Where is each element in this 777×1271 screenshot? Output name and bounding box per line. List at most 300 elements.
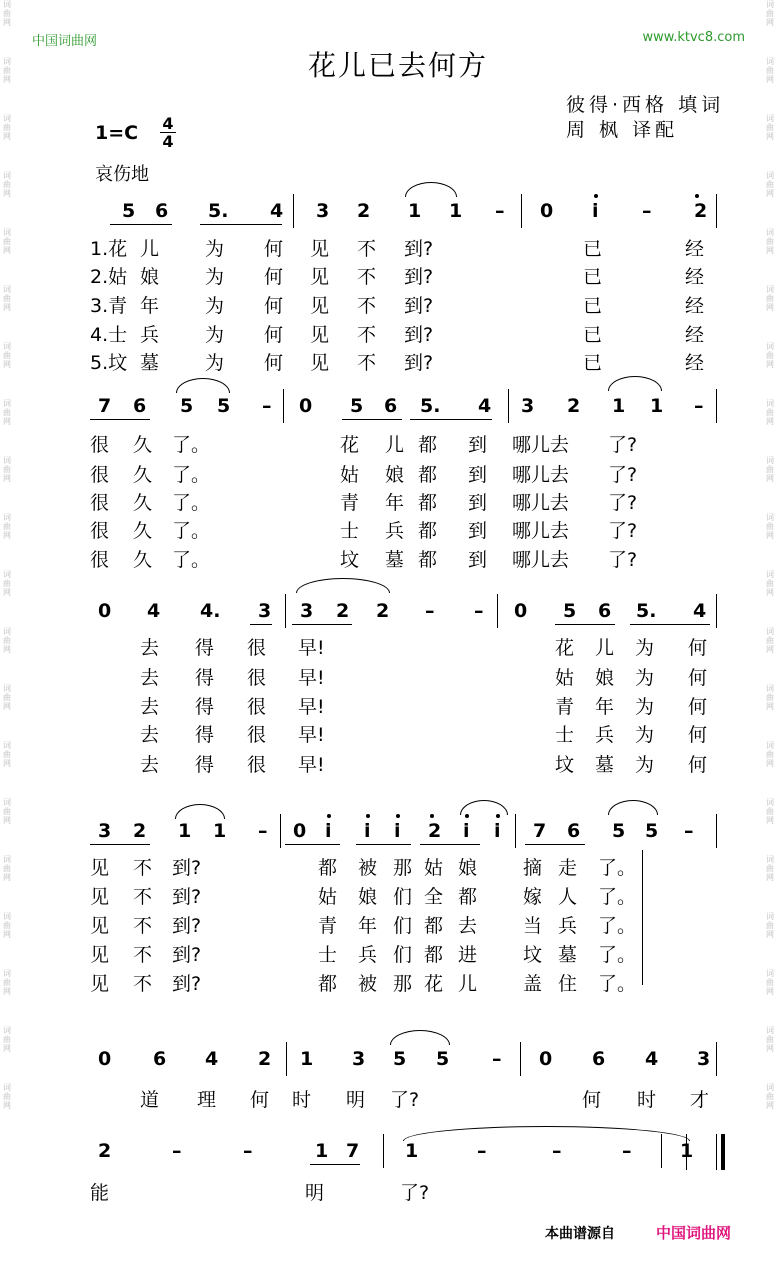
- note: 2: [357, 200, 371, 222]
- lyricist-credit: 彼得·西格 填词: [566, 94, 725, 116]
- note: 6: [592, 1048, 606, 1070]
- lyric-word: 久: [133, 520, 153, 542]
- lyric-word: 都: [418, 434, 438, 456]
- lyric-word: 走: [558, 857, 578, 879]
- lyric-word: 到: [468, 434, 488, 456]
- eighth-underline: [356, 844, 411, 845]
- watermark-text: 词 曲 网: [3, 798, 11, 825]
- lyric-word: 人: [558, 886, 578, 908]
- site-url-right[interactable]: www.ktvc8.com: [642, 30, 745, 45]
- lyric-word: 早!: [298, 667, 325, 689]
- bar-line: [716, 814, 717, 848]
- note: –: [262, 395, 272, 417]
- lyric-word: 早!: [298, 754, 325, 776]
- lyric-word: 不: [133, 973, 153, 995]
- watermark-text: 词 曲 网: [766, 1083, 774, 1110]
- bar-line: [716, 594, 717, 628]
- note: –: [492, 1048, 502, 1070]
- note: 1: [300, 1048, 314, 1070]
- octave-dot: [496, 814, 500, 818]
- note: i: [494, 820, 501, 842]
- lyric-word: 盖: [523, 973, 543, 995]
- lyric-word: 兵: [595, 724, 615, 746]
- lyric-word: 去: [458, 915, 478, 937]
- watermark-text: 词 曲 网: [3, 114, 11, 141]
- lyric-word: 道: [140, 1089, 160, 1111]
- lyric-word: 去: [140, 667, 160, 689]
- lyric-word: 娘: [358, 886, 378, 908]
- lyric-word: 了。: [172, 464, 211, 486]
- lyric-word: 们: [393, 915, 413, 937]
- lyric-word: 1.花: [90, 238, 128, 260]
- lyric-word: 时: [292, 1089, 312, 1111]
- lyric-word: 们: [393, 944, 413, 966]
- note: 4: [147, 600, 161, 622]
- note: 3: [98, 820, 112, 842]
- lyric-word: 了?: [608, 520, 638, 542]
- lyric-word: 去: [140, 696, 160, 718]
- watermark-text: 词 曲 网: [3, 1026, 11, 1053]
- lyric-word: 士: [318, 944, 338, 966]
- lyric-word: 到: [468, 464, 488, 486]
- lyric-word: 住: [558, 973, 578, 995]
- lyric-word: 见: [310, 266, 330, 288]
- tempo-marking: 哀伤地: [95, 164, 149, 185]
- note: 6: [155, 200, 169, 222]
- watermark-text: 词 曲 网: [3, 57, 11, 84]
- lyric-word: 很: [90, 520, 110, 542]
- lyric-word: 经: [685, 238, 705, 260]
- lyric-word: 兵: [140, 324, 160, 346]
- note: –: [684, 820, 694, 842]
- lyric-word: 很: [247, 667, 267, 689]
- note: 4: [270, 200, 284, 222]
- eighth-underline: [630, 624, 710, 625]
- watermark-text: 词 曲 网: [766, 228, 774, 255]
- note: –: [425, 600, 435, 622]
- lyric-word: 们: [393, 886, 413, 908]
- lyric-word: 不: [357, 324, 377, 346]
- note: 2: [336, 600, 350, 622]
- bar-line: [283, 389, 284, 423]
- lyric-word: 年: [140, 295, 160, 317]
- lyric-word: 兵: [385, 520, 405, 542]
- lyric-word: 为: [205, 295, 225, 317]
- octave-dot: [366, 814, 370, 818]
- note: 3: [300, 600, 314, 622]
- note: 0: [299, 395, 313, 417]
- octave-dot: [594, 194, 598, 198]
- lyric-word: 了?: [608, 434, 638, 456]
- lyric-word: 都: [418, 464, 438, 486]
- lyric-word: 很: [90, 464, 110, 486]
- watermark-text: 词 曲 网: [3, 399, 11, 426]
- lyric-word: 何: [688, 724, 708, 746]
- lyric-word: 花: [340, 434, 360, 456]
- lyric-word: 到: [468, 492, 488, 514]
- lyric-word: 能: [90, 1182, 110, 1204]
- lyric-word: 已: [583, 324, 603, 346]
- watermark-text: 词 曲 网: [766, 0, 774, 27]
- lyric-word: 很: [247, 637, 267, 659]
- lyric-word: 了?: [400, 1182, 430, 1204]
- lyric-word: 时: [637, 1089, 657, 1111]
- lyric-word: 见: [90, 886, 110, 908]
- note: –: [642, 200, 652, 222]
- note: –: [258, 820, 268, 842]
- lyric-word: 儿: [458, 973, 478, 995]
- note: 5: [217, 395, 231, 417]
- lyric-word: 才: [690, 1089, 710, 1111]
- lyric-word: 不: [133, 857, 153, 879]
- slur-arc: [296, 578, 390, 593]
- note: 1: [178, 820, 192, 842]
- slur-arc: [176, 378, 230, 393]
- eighth-underline: [250, 624, 272, 625]
- note: 0: [98, 1048, 112, 1070]
- lyric-word: 士: [340, 520, 360, 542]
- lyric-word: 坟: [523, 944, 543, 966]
- lyric-word: 了。: [172, 434, 211, 456]
- lyric-word: 已: [583, 238, 603, 260]
- lyric-word: 儿: [140, 238, 160, 260]
- note: –: [474, 600, 484, 622]
- lyric-word: 很: [247, 696, 267, 718]
- slur-arc: [405, 182, 457, 197]
- footer-site-link[interactable]: 中国词曲网: [656, 1224, 732, 1242]
- lyric-word: 去: [140, 724, 160, 746]
- note: 2: [258, 1048, 272, 1070]
- note: i: [592, 200, 599, 222]
- note: 5.: [636, 600, 657, 622]
- lyric-word: 被: [358, 857, 378, 879]
- note: 3: [258, 600, 272, 622]
- lyric-word: 何: [264, 352, 284, 374]
- lyric-word: 了?: [608, 492, 638, 514]
- lyric-word: 经: [685, 324, 705, 346]
- note: –: [477, 1140, 487, 1162]
- lyric-word: 年: [385, 492, 405, 514]
- slur-arc: [390, 1030, 450, 1045]
- lyric-word: 明: [305, 1182, 325, 1204]
- watermark-text: 词 曲 网: [3, 570, 11, 597]
- note: 5.: [208, 200, 229, 222]
- bar-line: [521, 194, 522, 228]
- lyric-word: 久: [133, 549, 153, 571]
- lyric-word: 见: [90, 857, 110, 879]
- lyric-word: 了。: [172, 549, 211, 571]
- note: 5: [180, 395, 194, 417]
- watermark-text: 词 曲 网: [3, 684, 11, 711]
- note: i: [463, 820, 470, 842]
- lyric-word: 都: [418, 492, 438, 514]
- note: 0: [539, 1048, 553, 1070]
- note: 5: [645, 820, 659, 842]
- note: –: [694, 395, 704, 417]
- watermark-text: 词 曲 网: [766, 285, 774, 312]
- lyric-word: 得: [195, 667, 215, 689]
- left-watermark-strip: [0, 0, 14, 1271]
- eighth-underline: [90, 419, 150, 420]
- lyric-word: 何: [264, 238, 284, 260]
- lyric-word: 到?: [404, 238, 434, 260]
- octave-dot: [396, 814, 400, 818]
- lyric-word: 得: [195, 724, 215, 746]
- lyric-word: 儿: [385, 434, 405, 456]
- lyric-word: 姑: [555, 667, 575, 689]
- slur-arc: [175, 804, 225, 819]
- watermark-text: 词 曲 网: [766, 912, 774, 939]
- lyric-word: 那: [393, 973, 413, 995]
- lyric-word: 哪儿去: [512, 549, 570, 571]
- lyric-word: 都: [318, 973, 338, 995]
- lyric-word: 为: [635, 754, 655, 776]
- note: –: [172, 1140, 182, 1162]
- lyric-word: 了?: [608, 464, 638, 486]
- note: 5: [563, 600, 577, 622]
- lyric-word: 经: [685, 266, 705, 288]
- bar-line: [497, 594, 498, 628]
- eighth-underline: [90, 844, 150, 845]
- note: –: [552, 1140, 562, 1162]
- note: 2: [98, 1140, 112, 1162]
- watermark-text: 词 曲 网: [766, 513, 774, 540]
- lyric-word: 年: [595, 696, 615, 718]
- final-bar-thick: [721, 1134, 725, 1170]
- slur-arc: [608, 800, 658, 815]
- lyric-word: 经: [685, 295, 705, 317]
- watermark-text: 词 曲 网: [3, 627, 11, 654]
- lyric-word: 娘: [458, 857, 478, 879]
- lyric-word: 何: [688, 696, 708, 718]
- note: 6: [384, 395, 398, 417]
- octave-dot: [465, 814, 469, 818]
- note: 1: [213, 820, 227, 842]
- lyric-word: 不: [357, 238, 377, 260]
- watermark-text: 词 曲 网: [766, 57, 774, 84]
- lyric-word: 娘: [140, 266, 160, 288]
- note: 4.: [200, 600, 221, 622]
- lyric-word: 为: [635, 724, 655, 746]
- lyric-word: 了。: [598, 886, 637, 908]
- lyric-word: 3.青: [90, 295, 128, 317]
- lyric-word: 不: [133, 915, 153, 937]
- lyric-word: 已: [583, 352, 603, 374]
- lyric-word: 何: [264, 324, 284, 346]
- lyric-word: 不: [357, 266, 377, 288]
- lyric-word: 不: [133, 886, 153, 908]
- watermark-text: 词 曲 网: [766, 570, 774, 597]
- lyric-word: 何: [250, 1089, 270, 1111]
- lyric-word: 何: [688, 754, 708, 776]
- lyric-word: 了。: [172, 492, 211, 514]
- lyric-word: 到?: [404, 352, 434, 374]
- bar-line: [280, 814, 281, 848]
- lyric-word: 见: [310, 324, 330, 346]
- lyric-word: 为: [205, 238, 225, 260]
- octave-dot: [695, 194, 699, 198]
- lyric-word: 坟: [340, 549, 360, 571]
- note: 6: [133, 395, 147, 417]
- lyric-word: 墓: [385, 549, 405, 571]
- lyric-word: 得: [195, 696, 215, 718]
- watermark-text: 词 曲 网: [3, 969, 11, 996]
- watermark-text: 词 曲 网: [3, 1083, 11, 1110]
- eighth-underline: [420, 844, 480, 845]
- lyric-word: 哪儿去: [512, 492, 570, 514]
- lyric-word: 久: [133, 464, 153, 486]
- lyric-word: 墓: [140, 352, 160, 374]
- lyric-word: 到: [468, 549, 488, 571]
- note: 7: [533, 820, 547, 842]
- bar-line: [508, 389, 509, 423]
- lyric-word: 明: [346, 1089, 366, 1111]
- watermark-text: 词 曲 网: [766, 798, 774, 825]
- lyric-word: 哪儿去: [512, 434, 570, 456]
- lyric-word: 见: [90, 944, 110, 966]
- lyric-word: 很: [247, 754, 267, 776]
- note: 4: [205, 1048, 219, 1070]
- note: 3: [316, 200, 330, 222]
- eighth-underline: [200, 224, 282, 225]
- lyric-word: 墓: [558, 944, 578, 966]
- watermark-text: 词 曲 网: [3, 741, 11, 768]
- lyric-word: 经: [685, 352, 705, 374]
- lyric-word: 了。: [598, 915, 637, 937]
- note: 5: [436, 1048, 450, 1070]
- note: 4: [693, 600, 707, 622]
- lyric-word: 娘: [595, 667, 615, 689]
- lyric-word: 到?: [404, 295, 434, 317]
- note: i: [364, 820, 371, 842]
- lyric-word: 那: [393, 857, 413, 879]
- lyric-word: 青: [555, 696, 575, 718]
- lyric-word: 姑: [318, 886, 338, 908]
- lyric-word: 被: [358, 973, 378, 995]
- lyric-word: 得: [195, 754, 215, 776]
- note: 2: [428, 820, 442, 842]
- lyric-word: 很: [247, 724, 267, 746]
- lyric-word: 为: [205, 266, 225, 288]
- song-title: 花儿已去何方: [308, 49, 489, 82]
- lyric-word: 早!: [298, 696, 325, 718]
- bar-line: [520, 1042, 521, 1076]
- note: 7: [98, 395, 112, 417]
- eighth-underline: [292, 624, 352, 625]
- repeat-bar: [686, 1134, 687, 1170]
- watermark-text: 词 曲 网: [766, 684, 774, 711]
- bar-line: [716, 389, 717, 423]
- note: 1: [612, 395, 626, 417]
- lyric-word: 进: [458, 944, 478, 966]
- lyric-word: 为: [205, 324, 225, 346]
- bar-line: [286, 1042, 287, 1076]
- lyric-word: 理: [197, 1089, 217, 1111]
- octave-dot: [430, 814, 434, 818]
- watermark-text: 词 曲 网: [766, 114, 774, 141]
- lyric-word: 早!: [298, 724, 325, 746]
- bar-line: [383, 1134, 384, 1168]
- lyric-word: 都: [458, 886, 478, 908]
- lyric-word: 不: [357, 352, 377, 374]
- time-signature-top: 4: [162, 114, 174, 133]
- slur-arc: [460, 800, 508, 815]
- lyric-word: 早!: [298, 637, 325, 659]
- watermark-text: 词 曲 网: [3, 342, 11, 369]
- lyric-word: 兵: [358, 944, 378, 966]
- eighth-underline: [342, 419, 402, 420]
- lyric-word: 到?: [172, 944, 202, 966]
- lyric-word: 久: [133, 492, 153, 514]
- lyric-word: 儿: [595, 637, 615, 659]
- watermark-text: 词 曲 网: [3, 513, 11, 540]
- lyric-word: 士: [555, 724, 575, 746]
- lyric-word: 到?: [404, 266, 434, 288]
- watermark-text: 词 曲 网: [766, 171, 774, 198]
- note: 5: [612, 820, 626, 842]
- watermark-text: 词 曲 网: [3, 228, 11, 255]
- lyric-word: 了?: [608, 549, 638, 571]
- lyric-word: 坟: [555, 754, 575, 776]
- lyric-word: 何: [264, 266, 284, 288]
- lyric-word: 到?: [172, 886, 202, 908]
- note: 1: [449, 200, 463, 222]
- lyric-word: 都: [424, 915, 444, 937]
- eighth-underline: [525, 844, 585, 845]
- lyric-word: 为: [205, 352, 225, 374]
- lyric-word: 得: [195, 637, 215, 659]
- lyric-word: 见: [310, 295, 330, 317]
- watermark-text: 词 曲 网: [766, 969, 774, 996]
- lyric-word: 很: [90, 549, 110, 571]
- lyric-word: 见: [310, 352, 330, 374]
- watermark-text: 词 曲 网: [766, 627, 774, 654]
- note: 5: [122, 200, 136, 222]
- note: –: [622, 1140, 632, 1162]
- note: 6: [598, 600, 612, 622]
- lyric-word: 到?: [404, 324, 434, 346]
- note: 5: [350, 395, 364, 417]
- lyric-word: 了?: [390, 1089, 420, 1111]
- bar-line: [285, 594, 286, 628]
- lyric-word: 都: [318, 857, 338, 879]
- watermark-text: 词 曲 网: [3, 456, 11, 483]
- lyric-word: 到?: [172, 857, 202, 879]
- eighth-underline: [310, 1164, 360, 1165]
- note: i: [394, 820, 401, 842]
- slur-arc: [403, 1126, 690, 1141]
- lyric-word: 到?: [172, 915, 202, 937]
- lyric-word: 去: [140, 637, 160, 659]
- lyric-word: 到: [468, 520, 488, 542]
- note: 1: [408, 200, 422, 222]
- lyric-word: 青: [318, 915, 338, 937]
- translator-credit: 周 枫 译配: [566, 119, 679, 141]
- time-signature-bottom: 4: [162, 132, 174, 151]
- note: 0: [293, 820, 307, 842]
- note: 6: [153, 1048, 167, 1070]
- note: –: [243, 1140, 253, 1162]
- lyric-word: 久: [133, 434, 153, 456]
- eighth-underline: [555, 624, 615, 625]
- lyric-word: 不: [357, 295, 377, 317]
- note: –: [495, 200, 505, 222]
- lyric-word: 为: [635, 667, 655, 689]
- note: 3: [352, 1048, 366, 1070]
- lyric-word: 了。: [598, 944, 637, 966]
- lyric-word: 4.士: [90, 324, 128, 346]
- site-name-left[interactable]: 中国词曲网: [32, 34, 98, 49]
